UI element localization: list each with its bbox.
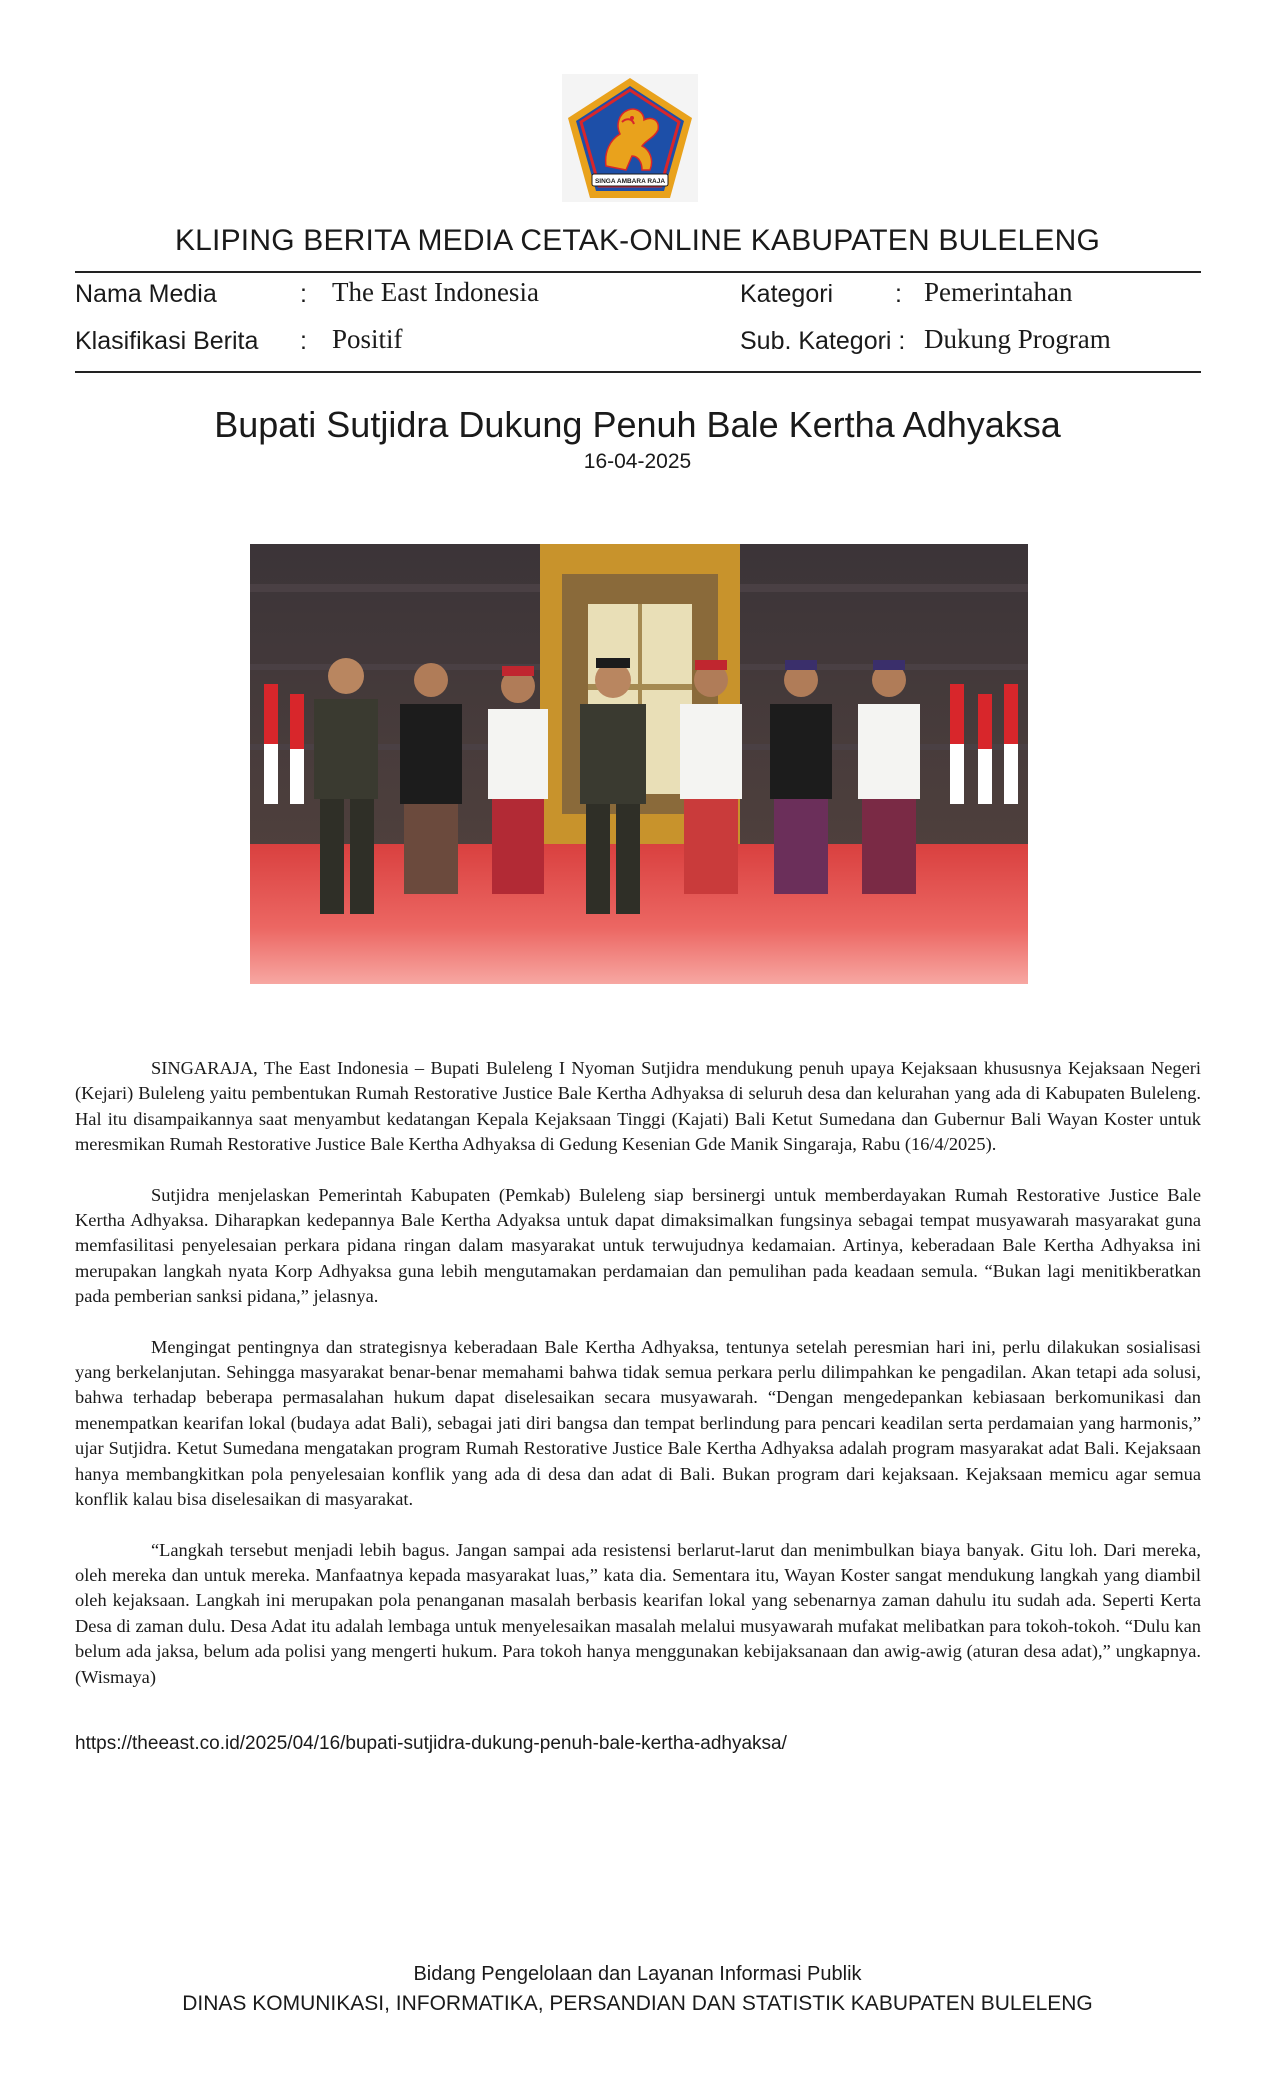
klasifikasi-label: Klasifikasi Berita bbox=[75, 327, 259, 355]
media-value: The East Indonesia bbox=[332, 277, 539, 307]
article-paragraph-4: “Langkah tersebut menjadi lebih bagus. Jangan sampai ada resistensi berlarut-larut dan menimbulkan biaya banyak. Gitu loh. Dari mereka, oleh mereka dan untuk mereka. Manfaatnya kepada masyarakat luas,” kata dia. Sementara itu, Wayan Koster sangat mendukung langkah yang diambil oleh kejaksaan. Langkah ini merupakan pola penanganan masalah berbasis kearifan lokal yang sebenarnya zaman dahulu itu sudah ada. Seperti Kerta Desa di zaman dulu. Desa Adat itu adalah lembaga untuk menyelesaikan masalah melalui musyawarah mufakat melibatkan para tokoh-tokoh. “Dulu kan belum ada jaksa, belum ada polisi yang mengerti hukum. Para tokoh hanya menggunakan kebijaksanaan dan awig-awig (aturan desa adat),” ungkapnya.(Wismaya) bbox=[75, 1539, 1201, 1687]
header-divider-top bbox=[75, 271, 1201, 273]
kategori-value: Pemerintahan bbox=[924, 277, 1073, 307]
footer-agency: DINAS KOMUNIKASI, INFORMATIKA, PERSANDIAN DAN STATISTIK KABUPATEN BULELENG bbox=[182, 1992, 1093, 2015]
source-url[interactable]: https://theeast.co.id/2025/04/16/bupati-sutjidra-dukung-penuh-bale-kertha-adhyaksa/ bbox=[75, 1733, 787, 1754]
article-title: Bupati Sutjidra Dukung Penuh Bale Kertha Adhyaksa bbox=[214, 404, 1061, 445]
article-paragraph-1: SINGARAJA, The East Indonesia – Bupati Buleleng I Nyoman Sutjidra mendukung penuh upaya Kejaksaan khususnya Kejaksaan Negeri (Kejari) Buleleng yaitu pembentukan Rumah Restorative Justice Bale Kertha Adhyaksa di seluruh desa dan kelurahan yang ada di Kabupaten Buleleng. Hal itu disampaikannya saat menyambut kedatangan Kepala Kejaksaan Tinggi (Kajati) Bali Ketut Sumedana dan Gubernur Bali Wayan Koster untuk meresmikan Rumah Restorative Justice Bale Kertha Adhyaksa di Gedung Kesenian Gde Manik Singaraja, Rabu (16/4/2025). bbox=[75, 1058, 1201, 1155]
subkategori-value: Dukung Program bbox=[924, 324, 1111, 354]
media-colon: : bbox=[300, 280, 307, 308]
kategori-label: Kategori bbox=[740, 280, 834, 308]
clipping-header-title: KLIPING BERITA MEDIA CETAK-ONLINE KABUPATEN BULELENG bbox=[174, 224, 1101, 257]
klasifikasi-colon: : bbox=[300, 327, 307, 355]
kategori-colon: : bbox=[895, 280, 902, 308]
header-divider-bottom bbox=[75, 371, 1201, 373]
article-paragraph-2: Sutjidra menjelaskan Pemerintah Kabupaten (Pemkab) Buleleng siap bersinergi untuk memberdayakan Rumah Restorative Justice Bale Kertha Adhyaksa. Diharapkan kedepannya Bale Kertha Adyaksa untuk dapat dimaksimalkan fungsinya sebagai tempat musyawarah masyarakat guna memfasilitasi penyelesaian perkara pidana ringan dalam masyarakat untuk terwujudnya kedamaian. Artinya, keberadaan Bale Kertha Adhyaksa ini merupakan langkah nyata Korp Adhyaksa guna lebih mengutamakan perdamaian dan pemulihan pada keadaan semula. “Bukan lagi menitikberatkan pada pemberian sanksi pidana,” jelasnya. bbox=[75, 1184, 1201, 1307]
footer-department: Bidang Pengelolaan dan Layanan Informasi Publik bbox=[413, 1963, 862, 1985]
article-photo bbox=[250, 544, 1028, 984]
logo-motto: SINGA AMBARA RAJA bbox=[594, 178, 666, 185]
article-date: 16-04-2025 bbox=[583, 450, 692, 473]
media-label: Nama Media bbox=[75, 280, 217, 308]
buleleng-logo bbox=[562, 74, 698, 202]
subkategori-label: Sub. Kategori : bbox=[740, 327, 906, 355]
article-body bbox=[75, 1056, 1201, 1715]
article-paragraph-3: Mengingat pentingnya dan strategisnya keberadaan Bale Kertha Adhyaksa, tentunya setelah peresmian hari ini, perlu dilakukan sosialisasi yang berkelanjutan. Sehingga masyarakat benar-benar memahami bahwa tidak semua perkara perlu dilimpahkan ke pengadilan. Akan tetapi ada solusi, bahwa terhadap beberapa permasalahan hukum dapat diselesaikan secara musyawarah. “Dengan mengedepankan kebiasaan berkomunikasi dan menempatkan kearifan lokal (budaya adat Bali), sebagai jati diri bangsa dan tempat berlindung para pencari keadilan serta perdamaian yang harmonis,” ujar Sutjidra. Ketut Sumedana mengatakan program Rumah Restorative Justice Bale Kertha Adhyaksa adalah program masyarakat adat Bali. Kejaksaan hanya membangkitkan pola penyelesaian konflik yang ada di desa dan adat di Bali. Bukan program dari kejaksaan. Kejaksaan memicu agar semua konflik kalau bisa diselesaikan di masyarakat. bbox=[75, 1336, 1201, 1510]
klasifikasi-value: Positif bbox=[332, 324, 403, 354]
